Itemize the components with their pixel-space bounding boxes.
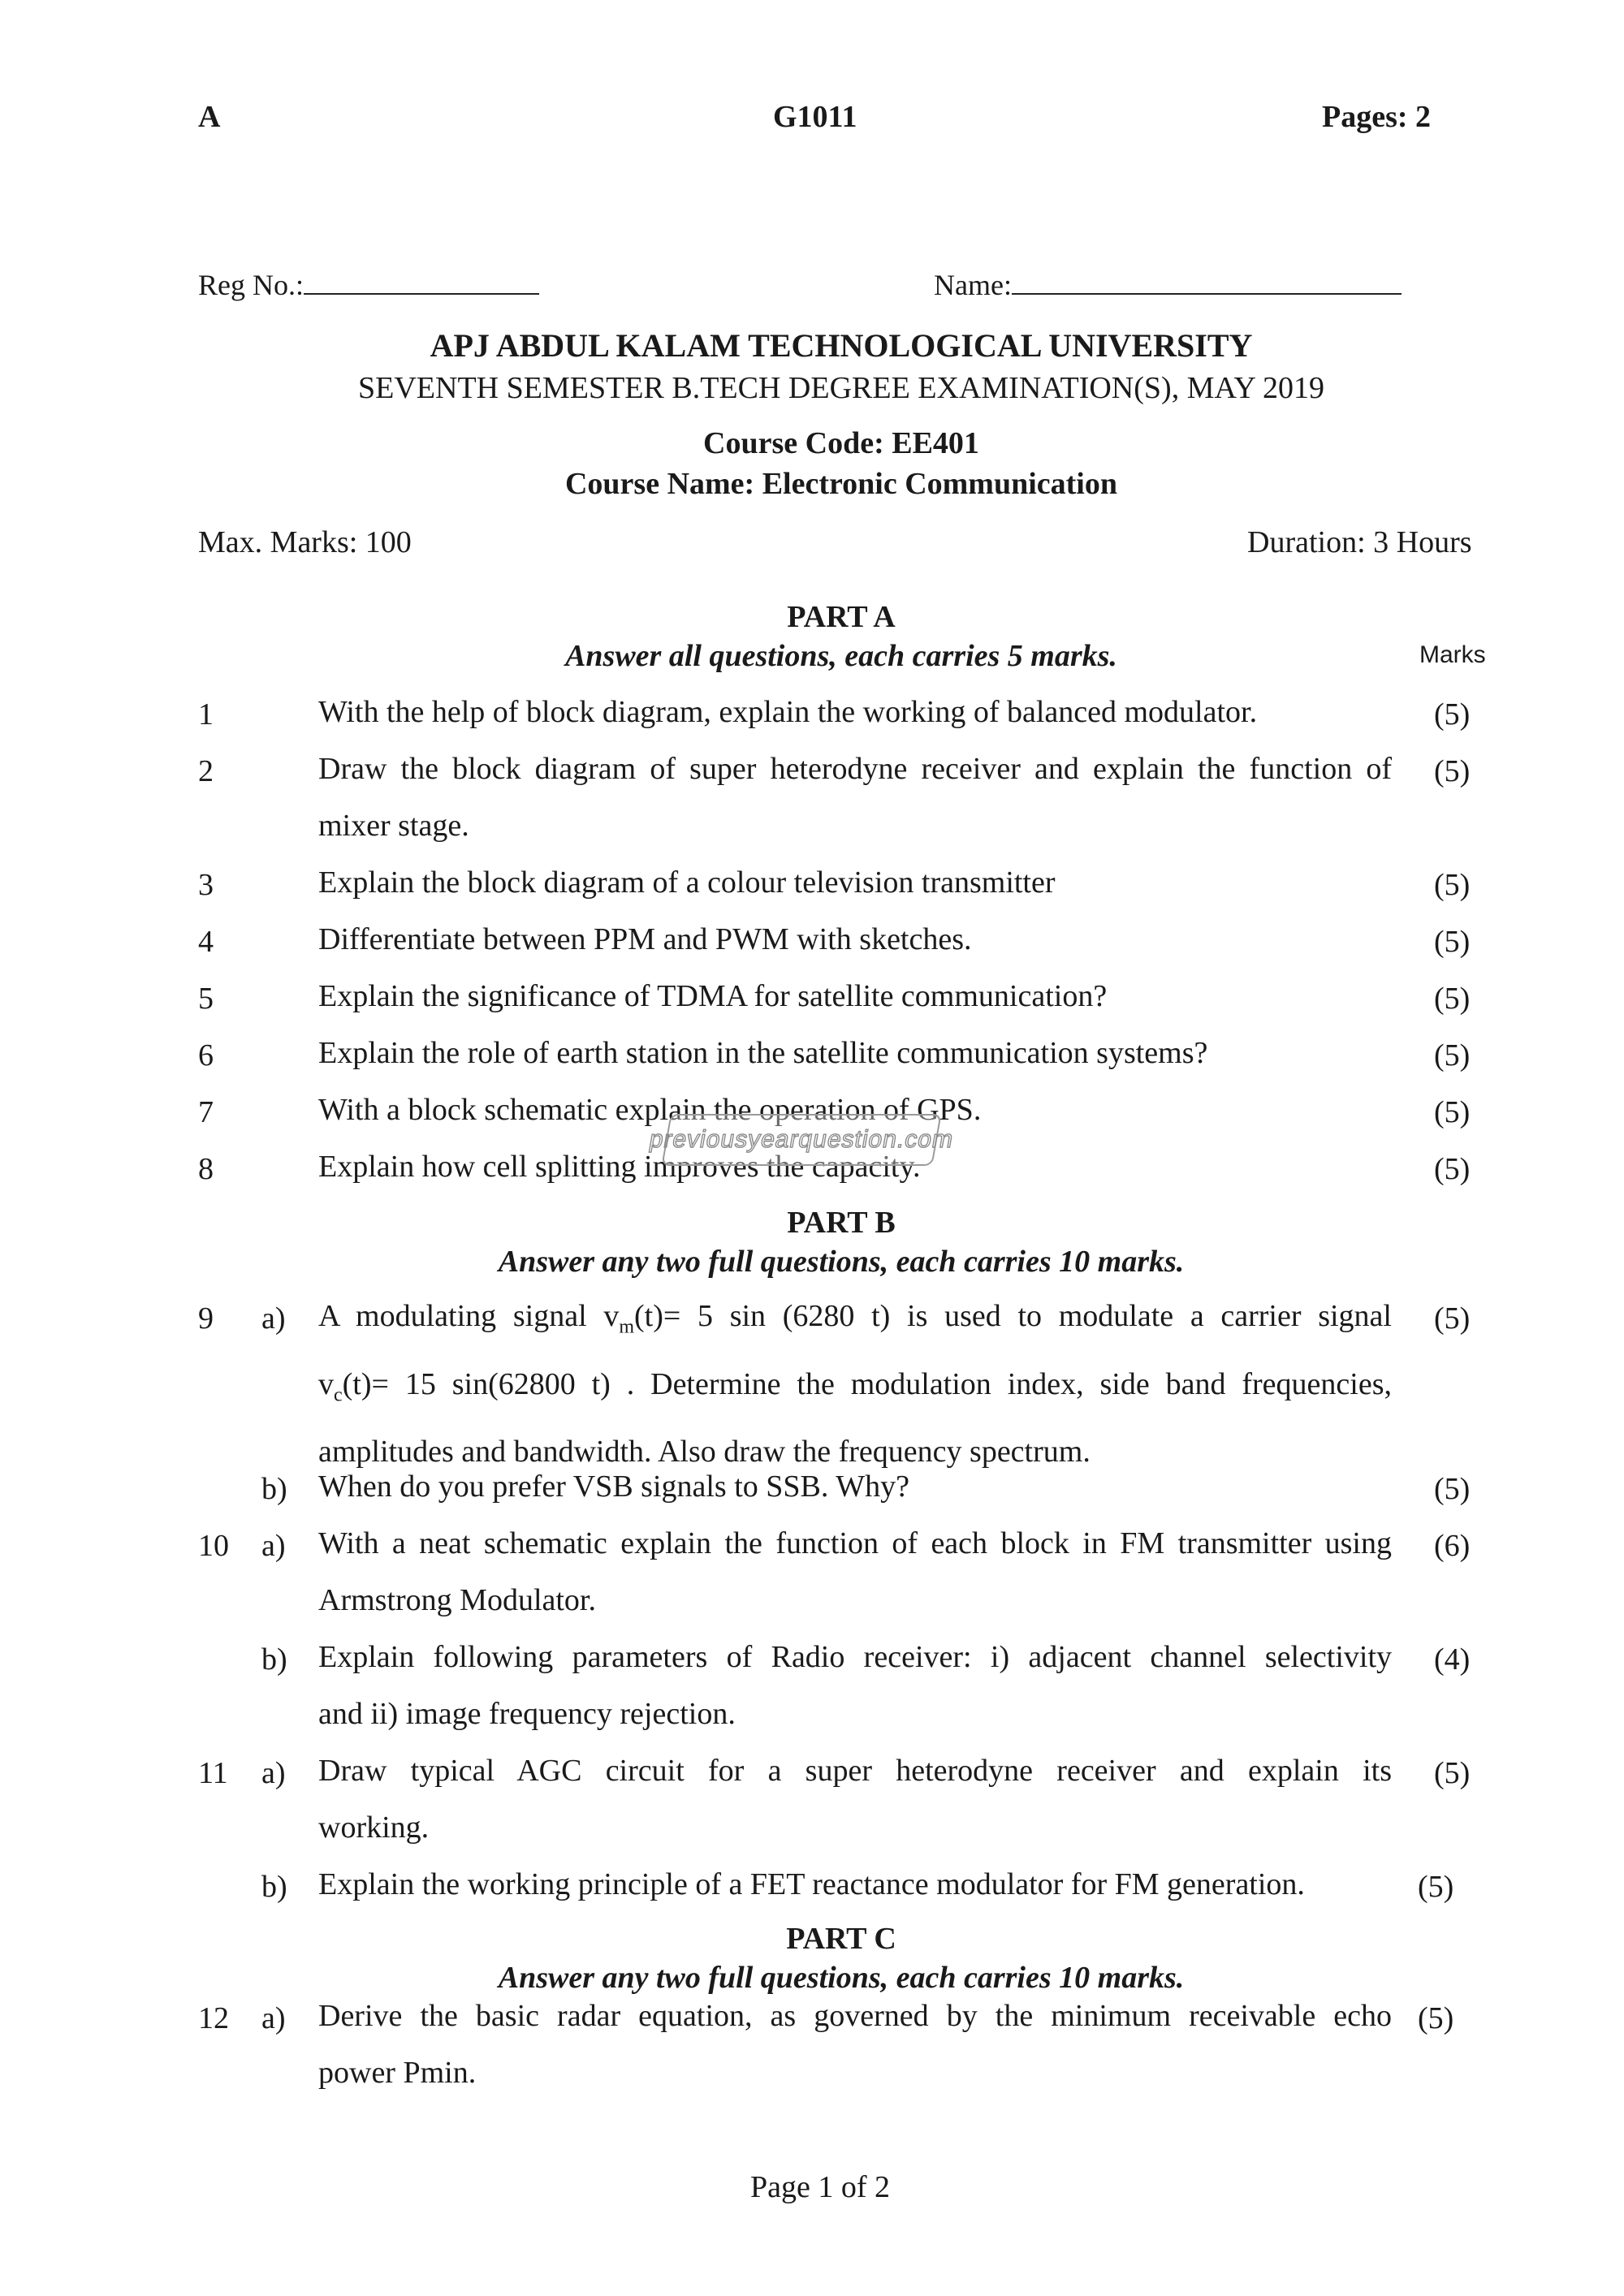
reg-no-blank: [304, 269, 539, 295]
marks-column-heading: Marks: [1419, 641, 1486, 668]
sub-question-label: b): [261, 1472, 287, 1506]
question-marks: (5): [1418, 2001, 1454, 2035]
part-a-title: PART A: [787, 600, 896, 634]
page-count: Pages: 2: [1322, 100, 1432, 134]
question-number: 12: [198, 2001, 229, 2035]
question-marks: (5): [1434, 982, 1471, 1016]
question-marks: (5): [1434, 1095, 1471, 1129]
question-marks: (4): [1434, 1642, 1471, 1677]
watermark-text: previousyearquestion.com: [647, 1126, 957, 1153]
question-text: Derive the basic radar equation, as governed by the minimum receivable echo power Pmin.: [318, 1999, 1392, 2090]
question-text: Draw typical AGC circuit for a super heterodyne receiver and explain its working.: [318, 1754, 1392, 1845]
question-marks: (5): [1434, 1472, 1471, 1506]
question-number: 7: [198, 1095, 214, 1129]
reg-no-field: [198, 268, 539, 302]
question-marks: (5): [1434, 754, 1471, 788]
question-text: Draw the block diagram of super heterodyne receiver and explain the function of mixer stage.: [318, 752, 1392, 843]
part-b-instruction: Answer any two full questions, each carries 10 marks.: [498, 1245, 1185, 1279]
question-text: With a block schematic explain the operation of GPS.: [318, 1093, 982, 1127]
max-marks: Max. Marks: 100: [198, 525, 412, 559]
name-label: Name:: [934, 269, 1012, 301]
reg-no-label: Reg No.:: [198, 269, 304, 301]
question-marks: (5): [1434, 697, 1471, 732]
paper-code: G1011: [773, 100, 857, 134]
question-text: Explain the significance of TDMA for satellite communication?: [318, 979, 1108, 1013]
part-c-title: PART C: [786, 1922, 896, 1956]
name-blank: [1012, 269, 1402, 295]
paper-series-letter: A: [198, 100, 221, 134]
course-name-label: Course Name:: [564, 467, 755, 501]
duration: Duration: 3 Hours: [1247, 525, 1472, 559]
sub-question-label: b): [261, 1642, 287, 1677]
sub-question-label: a): [261, 1301, 286, 1336]
question-number: 10: [198, 1529, 229, 1563]
question-marks: (5): [1434, 1301, 1471, 1336]
course-name: [29, 466, 1624, 502]
question-marks: (5): [1434, 925, 1471, 959]
question-text: Explain the block diagram of a colour television transmitter: [318, 865, 1056, 900]
question-number: 3: [198, 868, 214, 902]
question-marks: (5): [1434, 1038, 1471, 1072]
question-number: 5: [198, 982, 214, 1016]
part-b-title: PART B: [787, 1206, 896, 1240]
question-marks: (5): [1434, 1756, 1471, 1790]
question-marks: (5): [1434, 1152, 1471, 1186]
question-number: 8: [198, 1152, 214, 1186]
sub-question-label: a): [261, 1529, 286, 1563]
question-number: 4: [198, 925, 214, 959]
part-a-instruction: Answer all questions, each carries 5 marks.: [565, 639, 1117, 673]
question-number: 11: [198, 1756, 228, 1790]
question-text: Explain the working principle of a FET reactance modulator for FM generation.: [318, 1867, 1305, 1901]
question-text: Explain the role of earth station in the satellite communication systems?: [318, 1036, 1208, 1070]
question-marks: (5): [1418, 1870, 1454, 1904]
course-name-value: Electronic Communication: [762, 467, 1118, 501]
question-text: Differentiate between PPM and PWM with sketches.: [318, 922, 972, 956]
question-number: 6: [198, 1038, 214, 1072]
name-field: [934, 268, 1402, 302]
exam-title: SEVENTH SEMESTER B.TECH DEGREE EXAMINATION(S), MAY 2019: [358, 371, 1324, 405]
watermark-stamp: [647, 1114, 957, 1166]
sub-question-label: b): [261, 1870, 287, 1904]
sub-question-label: a): [261, 1756, 286, 1790]
question-text: Explain following parameters of Radio receiver: i) adjacent channel selectivity and ii) image frequency rejection.: [318, 1640, 1392, 1731]
course-code: Course Code: EE401: [703, 426, 979, 460]
question-text: With the help of block diagram, explain the working of balanced modulator.: [318, 695, 1258, 729]
question-number: 9: [198, 1301, 214, 1336]
question-number: 1: [198, 697, 214, 732]
question-number: 2: [198, 754, 214, 788]
question-text: Explain how cell splitting improves the capacity.: [318, 1150, 921, 1184]
university-name: APJ ABDUL KALAM TECHNOLOGICAL UNIVERSITY: [430, 327, 1253, 364]
sub-question-label: a): [261, 2001, 286, 2035]
question-text: When do you prefer VSB signals to SSB. Why?: [318, 1470, 909, 1504]
question-text: With a neat schematic explain the function of each block in FM transmitter using Armstrong Modulator.: [318, 1526, 1392, 1617]
question-text: A modulating signal $v_m(t)= 5$ sin (6280 t) is used to modulate a carrier signal $v_c(t)= 15$ sin(62800 t) . Determine the modulation index, side band frequencies, amplitudes and bandwidth. Also draw the frequency spectrum.: [318, 1299, 1392, 1470]
page-footer: Page 1 of 2: [749, 2170, 891, 2204]
question-marks: (6): [1434, 1529, 1471, 1563]
part-c-instruction: Answer any two full questions, each carries 10 marks.: [498, 1961, 1185, 1995]
question-marks: (5): [1434, 868, 1471, 902]
